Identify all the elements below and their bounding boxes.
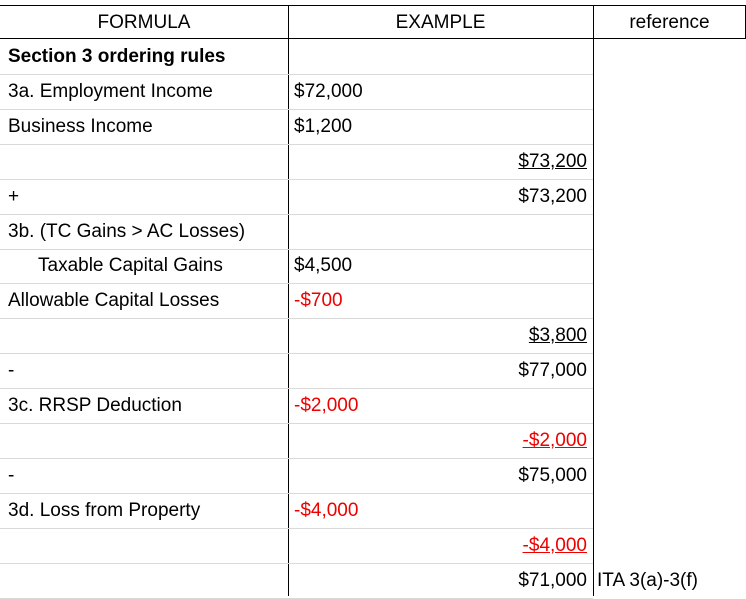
example-total-cell[interactable]: $3,800 (528, 325, 587, 346)
formula-cell[interactable]: Taxable Capital Gains (38, 255, 223, 276)
reference-cell[interactable]: ITA 3(a)-3(f) (597, 570, 698, 591)
formula-cell[interactable]: Section 3 ordering rules (8, 46, 226, 67)
row-divider (0, 144, 593, 145)
example-total-cell[interactable]: -$2,000 (522, 430, 587, 451)
header-formula[interactable]: FORMULA (0, 5, 288, 39)
example-amount-cell[interactable]: $4,500 (294, 255, 353, 276)
col-border-formula (288, 5, 289, 596)
formula-cell[interactable]: - (8, 465, 15, 486)
formula-cell[interactable]: Business Income (8, 116, 153, 137)
col-border-reference (593, 5, 594, 596)
row-divider (0, 249, 593, 250)
row-divider (0, 318, 593, 319)
row-divider (0, 458, 593, 459)
example-total-cell[interactable]: -$4,000 (522, 535, 587, 556)
row-divider (0, 109, 593, 110)
formula-cell[interactable]: + (8, 186, 20, 207)
example-amount-cell[interactable]: -$700 (294, 290, 343, 311)
formula-cell[interactable]: 3b. (TC Gains > AC Losses) (8, 221, 246, 242)
formula-cell[interactable]: 3a. Employment Income (8, 81, 213, 102)
example-total-cell[interactable]: $73,200 (518, 186, 587, 207)
example-amount-cell[interactable]: $72,000 (294, 81, 363, 102)
row-divider (0, 74, 593, 75)
row-divider (0, 388, 593, 389)
example-amount-cell[interactable]: -$2,000 (294, 395, 359, 416)
example-amount-cell[interactable]: -$4,000 (294, 500, 359, 521)
row-divider (0, 353, 593, 354)
header-reference[interactable]: reference (593, 5, 746, 39)
header-example[interactable]: EXAMPLE (288, 5, 593, 39)
row-divider (0, 214, 593, 215)
formula-cell[interactable]: 3d. Loss from Property (8, 500, 201, 521)
example-total-cell[interactable]: $77,000 (518, 360, 587, 381)
formula-cell[interactable]: 3c. RRSP Deduction (8, 395, 182, 416)
row-divider (0, 423, 593, 424)
formula-cell[interactable]: - (8, 360, 15, 381)
example-total-cell[interactable]: $75,000 (518, 465, 587, 486)
example-amount-cell[interactable]: $1,200 (294, 116, 353, 137)
row-divider (0, 283, 593, 284)
formula-cell[interactable]: Allowable Capital Losses (8, 290, 220, 311)
row-divider (0, 563, 593, 564)
row-divider (0, 493, 593, 494)
example-total-cell[interactable]: $73,200 (518, 151, 587, 172)
example-total-cell[interactable]: $71,000 (518, 570, 587, 591)
row-divider (0, 528, 593, 529)
row-divider (0, 179, 593, 180)
